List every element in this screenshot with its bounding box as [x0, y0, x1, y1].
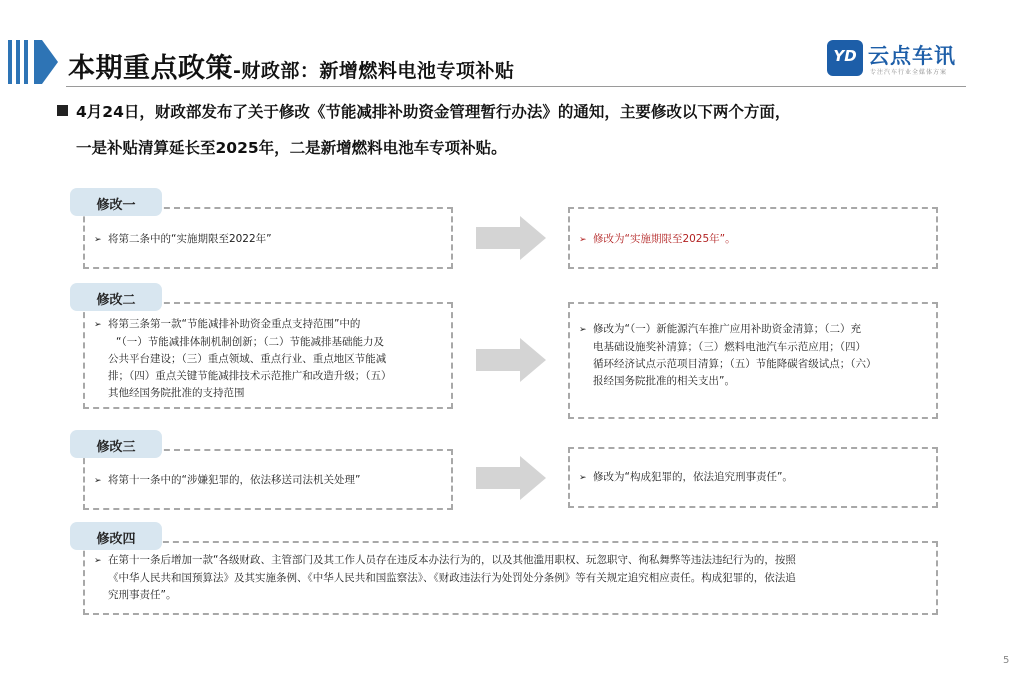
- change-1-after-box: [568, 207, 938, 269]
- change-2-arrow-icon: [476, 338, 546, 382]
- title-accent-bars-icon: [8, 40, 58, 84]
- page-title: [68, 46, 514, 85]
- change-4-box: [83, 541, 938, 615]
- change-3-before-box: [83, 449, 453, 510]
- logo-mark-text: YD: [833, 47, 857, 65]
- bullet-arrow-icon: ➢: [94, 320, 102, 330]
- bullet-arrow-icon: ➢: [94, 235, 102, 245]
- change-1-after-text: ➢ 修改为“实施期限至2025年”。: [579, 231, 736, 249]
- change-2-after-text: ➢ 修改为“（一）新能源汽车推广应用补助资金清算；（二）充 电基础设施奖补清算；（三）燃料电池汽车示范应用；（四） 循环经济试点示范项目清算；（五）节能降碳省级试点；（六） 报经国务院批准的相关支出”。: [579, 323, 877, 387]
- bullet-arrow-icon: ➢: [94, 476, 102, 486]
- intro-line-1: 4月24日，财政部发布了关于修改《节能减排补助资金管理暂行办法》的通知，主要修改以下两个方面，: [76, 103, 791, 121]
- tab-change-2: 修改二: [70, 283, 162, 311]
- bullet-arrow-icon: ➢: [579, 325, 587, 335]
- change-1-arrow-icon: [476, 216, 546, 260]
- bullet-arrow-icon: ➢: [579, 473, 587, 483]
- change-1-before-text: ➢ 将第二条中的“实施期限至2022年”: [94, 231, 272, 249]
- intro-line-2: 一是补贴清算延长至2025年，二是新增燃料电池车专项补贴。: [76, 139, 507, 157]
- page-number: 5: [1003, 655, 1010, 666]
- change-2-after-box: [568, 302, 938, 419]
- tab-change-4: 修改四: [70, 522, 162, 550]
- change-3-after-text: ➢ 修改为“构成犯罪的，依法追究刑事责任”。: [579, 469, 793, 487]
- change-2-before-box: [83, 302, 453, 409]
- change-3-arrow-icon: [476, 456, 546, 500]
- logo-name: 云点车讯: [868, 44, 956, 68]
- change-4-text: ➢ 在第十一条后增加一款“各级财政、主管部门及其工作人员存在违反本办法行为的，以及其他滥用职权、玩忽职守、徇私舞弊等违法违纪行为的，按照 《中华人民共和国预算法》及其实施条例、《中华人民共和国监察法》、《财政违法行为处罚处分条例》等有关规定追究相应责任。构成犯罪的，依法追 究刑事责任”。: [94, 554, 796, 601]
- change-1-before-box: [83, 207, 453, 269]
- page-title-main: 本期重点政策: [68, 53, 233, 84]
- bullet-arrow-icon: ➢: [579, 235, 587, 245]
- change-3-after-box: [568, 447, 938, 508]
- change-3-before-text: ➢ 将第十一条中的“涉嫌犯罪的，依法移送司法机关处理”: [94, 472, 360, 490]
- change-2-before-text: ➢ 将第三条第一款“节能减排补助资金重点支持范围”中的 “（一）节能减排体制机制创新；（二）节能减排基础能力及 公共平台建设；（三）重点领域、重点行业、重点地区节能减 排；（四）重点关键节能减排技术示范推广和改造升级；（五） 其他经国务院批准的支持范围: [94, 318, 392, 399]
- bullet-arrow-icon: ➢: [94, 556, 102, 566]
- logo-slogan: 专注汽车行业全媒体方案: [870, 69, 948, 76]
- header-divider: [66, 86, 966, 87]
- logo-mark: [827, 40, 863, 76]
- page-title-sub: -财政部：新增燃料电池专项补贴: [233, 60, 515, 82]
- tab-change-3: 修改三: [70, 430, 162, 458]
- tab-change-1: 修改一: [70, 188, 162, 216]
- intro-bullet-icon: [57, 105, 68, 116]
